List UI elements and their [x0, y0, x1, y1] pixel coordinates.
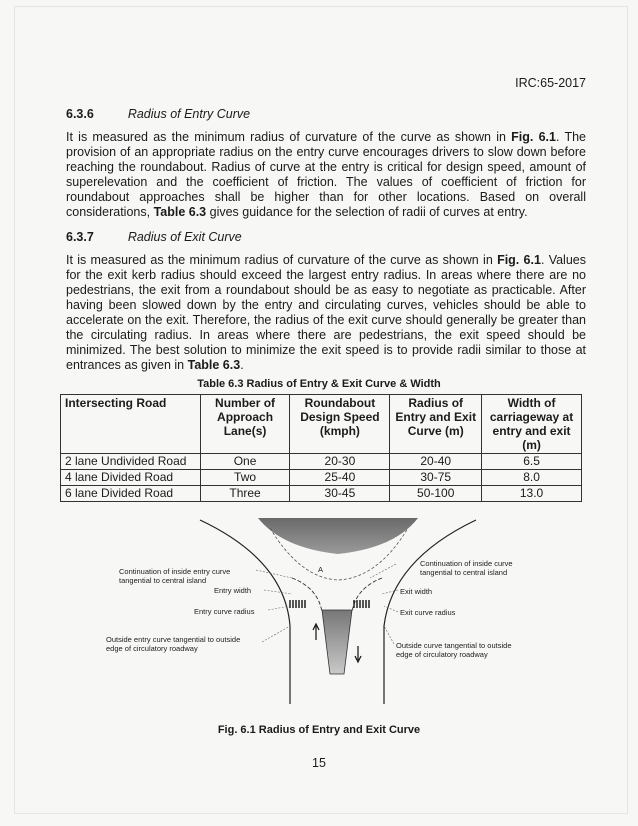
table-caption: Table 6.3 Radius of Entry & Exit Curve & Width: [197, 378, 441, 390]
paragraph-text: gives guidance for the selection of radii of curves at entry.: [206, 205, 528, 219]
paragraph-text: . Values for the exit kerb radius should exceed the largest entry radius. In areas where there are no pedestrians, the exit from a roundabout should be as easy to negotiate as practicable. After having been slowed down by the entry and circulating curves, vehicles should be able to accelerate on the exit. Therefore, the radius of the exit curve should generally be greater than the circulating radius. In areas where there are pedestrians, the exit speed should be minimized. The best solution to minimize the exit speed is to provide radii similar to those at entrances as given in: [66, 253, 586, 372]
table-cell: One: [200, 454, 290, 470]
section-paragraph-6-3-6: [66, 130, 586, 220]
label-outside-exit: Outside curve tangential to outside: [396, 641, 512, 650]
table-cell: 30-45: [290, 486, 390, 502]
table-row: [61, 486, 582, 502]
page-number: 15: [312, 756, 326, 770]
point-a-label: A: [318, 565, 324, 574]
section-title: Radius of Exit Curve: [127, 230, 242, 244]
table-header-row: [61, 395, 582, 454]
column-header: Intersecting Road: [61, 395, 201, 454]
section-number: 6.3.6: [66, 107, 94, 121]
table-cell: Two: [200, 470, 290, 486]
table-cell: 20-40: [390, 454, 482, 470]
label-entry-width: Entry width: [214, 586, 252, 595]
section-heading-6-3-7: [66, 230, 242, 244]
section-number: 6.3.7: [66, 230, 94, 244]
paragraph-text: .: [240, 358, 244, 372]
label-continuation-entry: tangential to central island: [119, 576, 207, 585]
entry-arrow-icon: [313, 624, 319, 640]
paragraph-text: . The provision of an appropriate radius on the entry curve encourages drivers to slow down before reaching the roundabout. Radius of curve at the entry is critical for design speed, amount of superelevation and the coefficient of friction. The values of coefficient of friction for roundabout approaches shall be higher than for other locations. Based on overall considerations,: [66, 130, 586, 219]
table-reference: Table 6.3: [153, 205, 207, 219]
table-cell: 6.5: [482, 454, 582, 470]
table-cell: 50-100: [390, 486, 482, 502]
table-row: [61, 470, 582, 486]
label-outside-exit: edge of circulatory roadway: [396, 650, 488, 659]
label-continuation-exit: Continuation of inside curve: [420, 559, 513, 568]
figure-reference: Fig. 6.1: [497, 253, 541, 267]
table-reference: Table 6.3: [187, 358, 241, 372]
table-cell: 2 lane Undivided Road: [61, 454, 201, 470]
label-outside-entry: edge of circulatory roadway: [106, 644, 198, 653]
label-outside-entry: Outside entry curve tangential to outside: [106, 635, 241, 644]
table-cell: 25-40: [290, 470, 390, 486]
table-cell: 13.0: [482, 486, 582, 502]
section-title: Radius of Entry Curve: [127, 107, 251, 121]
paragraph-text: It is measured as the minimum radius of curvature of the curve as shown in: [66, 130, 512, 144]
table-cell: Three: [200, 486, 290, 502]
label-continuation-entry: Continuation of inside entry curve: [119, 567, 231, 576]
table-cell: 20-30: [290, 454, 390, 470]
label-exit-width: Exit width: [400, 587, 433, 596]
label-entry-radius: Entry curve radius: [194, 607, 255, 616]
table-cell: 6 lane Divided Road: [61, 486, 201, 502]
label-continuation-exit: tangential to central island: [420, 568, 508, 577]
document-code: IRC:65-2017: [515, 76, 586, 90]
radius-table: [60, 394, 582, 502]
table-cell: 8.0: [482, 470, 582, 486]
splitter-island: [322, 610, 352, 674]
figure-reference: Fig. 6.1: [511, 130, 556, 144]
column-header: Roundabout Design Speed (kmph): [290, 395, 390, 454]
section-paragraph-6-3-7: [66, 253, 586, 373]
label-exit-radius: Exit curve radius: [400, 608, 456, 617]
exit-giveway-markings: [354, 600, 369, 608]
column-header: Width of carriageway at entry and exit (m): [482, 395, 582, 454]
roundabout-diagram: [0, 514, 638, 719]
figure-caption: Fig. 6.1 Radius of Entry and Exit Curve: [217, 724, 421, 736]
paragraph-text: It is measured as the minimum radius of curvature of the curve as shown in: [66, 253, 498, 267]
table-row: [61, 454, 582, 470]
column-header: Radius of Entry and Exit Curve (m): [390, 395, 482, 454]
table-cell: 30-75: [390, 470, 482, 486]
section-heading-6-3-6: [66, 107, 250, 121]
entry-giveway-markings: [290, 600, 305, 608]
column-header: Number of Approach Lane(s): [200, 395, 290, 454]
table-cell: 4 lane Divided Road: [61, 470, 201, 486]
exit-arrow-icon: [355, 646, 361, 662]
